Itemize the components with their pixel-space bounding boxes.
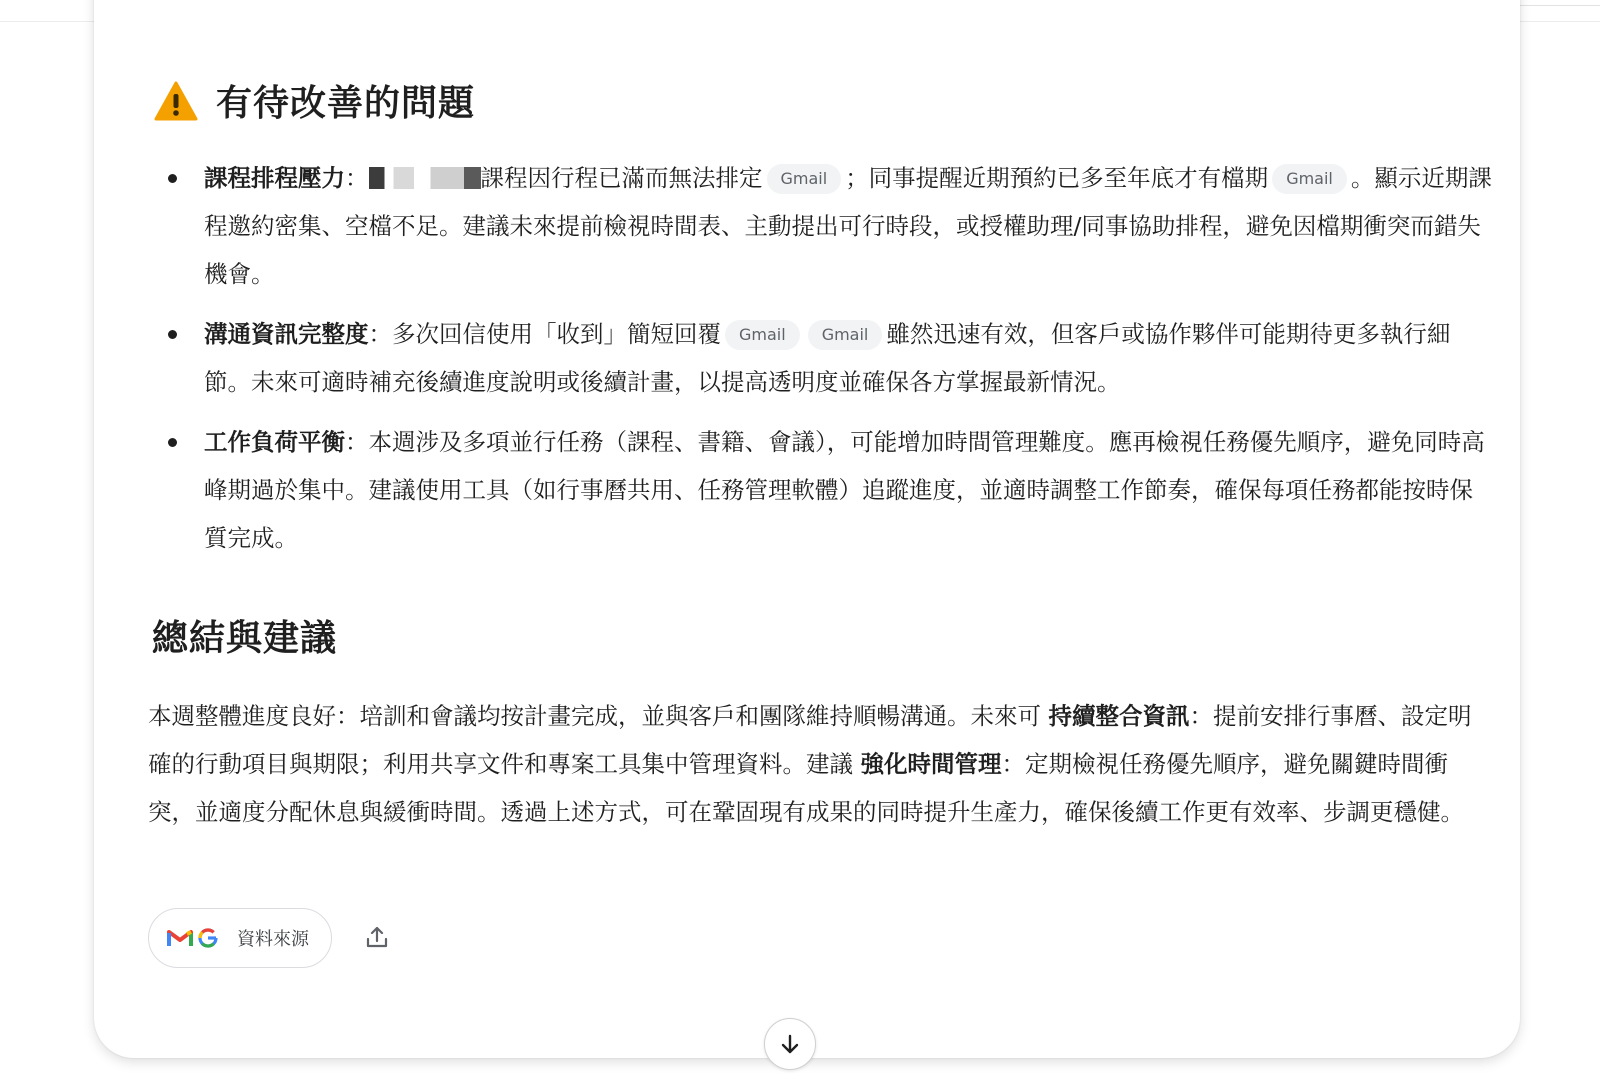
summary-text: ：定期檢視任務優先順序，避免關鍵時間衝突，並適度分配休息與緩衝時間。透過上述方式，可在鞏固現有成果的同時提升生產力，確保後續工作更有效率、步調更穩健。 xyxy=(148,750,1464,826)
warning-icon xyxy=(154,81,198,121)
response-card xyxy=(94,0,1520,1058)
item-label: 課程排程壓力 xyxy=(204,164,345,192)
summary-bold: 持續整合資訊 xyxy=(1048,702,1190,730)
summary-text: ：提前安排行事曆、設定明確的行動項目與期限；利用共享文件和專案工具集中管理資料。建議 xyxy=(148,702,1472,778)
item-text: 。顯示近期課程邀約密集、空檔不足。建議未來提前檢視時間表、主動提出可行時段，或授權助理/同事協助排程，避免因檔期衝突而錯失機會。 xyxy=(204,164,1492,288)
summary-title: 總結與建議 xyxy=(152,618,338,659)
item-text: 課程因行程已滿而無法排定 xyxy=(480,164,763,192)
issues-heading xyxy=(154,75,475,126)
share-button[interactable] xyxy=(362,922,392,952)
summary-text: 本週整體進度良好：培訓和會議均按計畫完成，並與客戶和團隊維持順暢溝通。未來可 xyxy=(148,702,1049,730)
item-label: 溝通資訊完整度 xyxy=(204,320,369,348)
share-icon xyxy=(364,924,390,950)
list-item xyxy=(164,418,1494,562)
gmail-source-chip[interactable]: Gmail xyxy=(808,320,883,350)
gmail-icon xyxy=(167,928,193,948)
list-item xyxy=(164,154,1494,298)
google-icon xyxy=(197,927,219,949)
scroll-down-button[interactable] xyxy=(764,1018,816,1070)
item-text: ： xyxy=(345,164,369,192)
item-label: 工作負荷平衡 xyxy=(204,428,345,456)
list-item xyxy=(164,310,1494,406)
item-text: ：本週涉及多項並行任務（課程、書籍、會議），可能增加時間管理難度。應再檢視任務優先順序，避免同時高峰期過於集中。建議使用工具（如行事曆共用、任務管理軟體）追蹤進度，並適時調整工作節奏，確保每項任務都能按時保質完成。 xyxy=(204,428,1485,552)
sources-button[interactable] xyxy=(148,908,332,968)
gmail-source-chip[interactable]: Gmail xyxy=(725,320,800,350)
issues-list xyxy=(164,154,1494,574)
item-text: 雖然迅速有效，但客戶或協作夥伴可能期待更多執行細節。未來可適時補充後續進度說明或後續計畫，以提高透明度並確保各方掌握最新情況。 xyxy=(204,320,1451,396)
source-icons xyxy=(167,927,219,949)
redacted-text xyxy=(369,167,481,189)
gmail-source-chip[interactable]: Gmail xyxy=(1272,164,1347,194)
item-text: ；同事提醒近期預約已多至年底才有檔期 xyxy=(845,164,1269,192)
summary-heading xyxy=(152,610,337,661)
summary-paragraph xyxy=(148,692,1488,836)
sources-label: 資料來源 xyxy=(237,929,309,950)
arrow-down-icon xyxy=(778,1032,802,1056)
item-text: ：多次回信使用「收到」簡短回覆 xyxy=(368,320,721,348)
summary-bold: 強化時間管理 xyxy=(860,750,1002,778)
issues-title: 有待改善的問題 xyxy=(216,83,476,124)
gmail-source-chip[interactable]: Gmail xyxy=(767,164,842,194)
